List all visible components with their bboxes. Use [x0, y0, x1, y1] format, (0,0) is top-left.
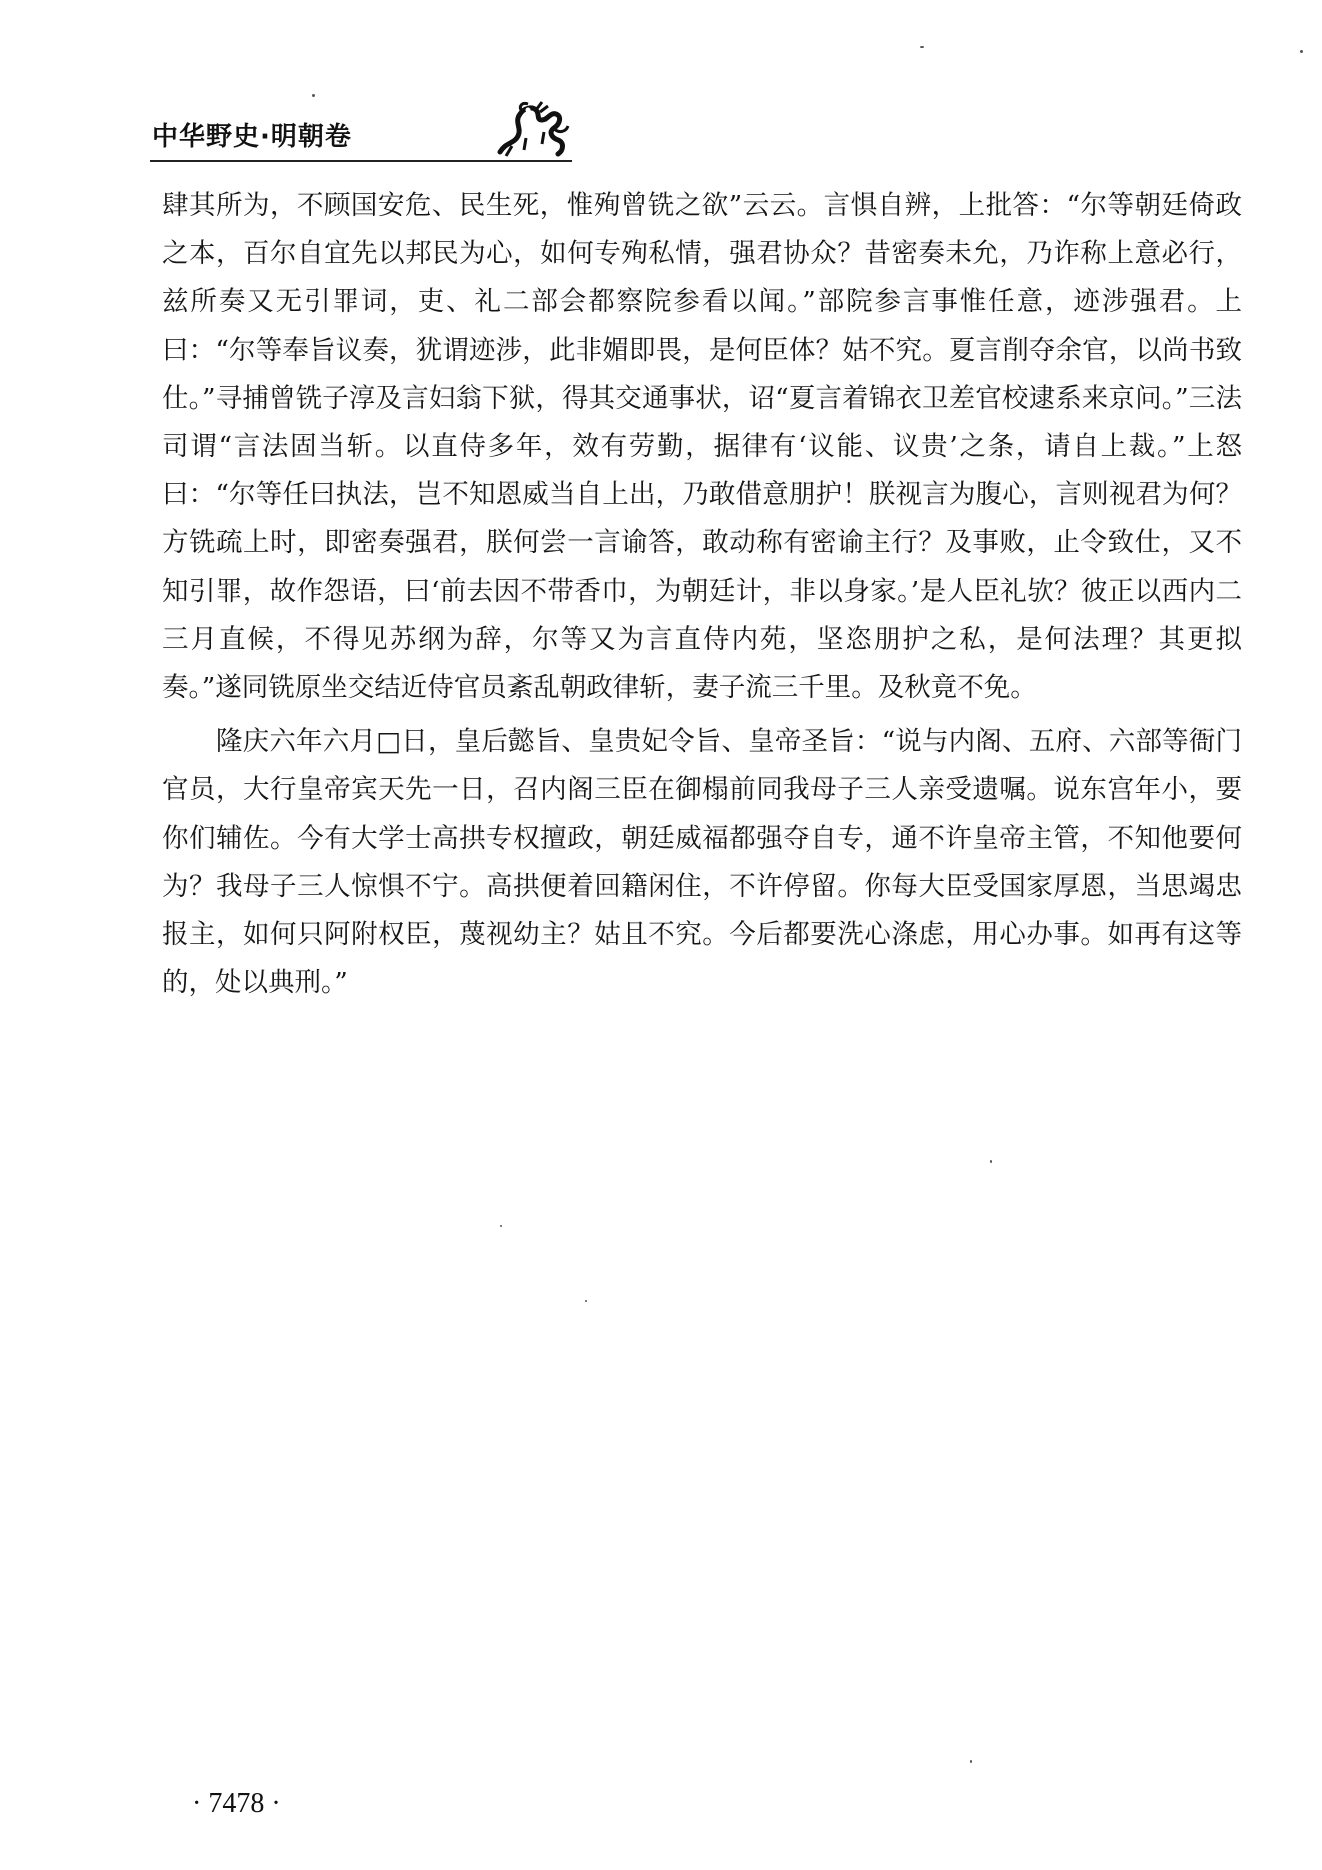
paragraph-1: 肆其所为，不顾国安危、民生死，惟殉曾铣之欲”云云。言惧自辨，上批答：“尔等朝廷倚政之本，百尔自宜先以邦民为心，如何专殉私情，强君协众？昔密奏未允，乃诈称上意必行，兹所奏又无引罪词，吏、礼二部会都察院参看以闻。”部院参言事惟任意，迹涉强君。上曰：“尔等奉旨议奏，犹谓迹涉，此非媚即畏，是何臣体？姑不究。夏言削夺余官，以尚书致仕。”寻捕曾铣子淳及言妇翁下狱，得其交通事状，诏“夏言着锦衣卫差官校逮系来京问。”三法司谓“言法固当斩。以直侍多年，效有劳勤，据律有‘议能、议贵’之条，请自上裁。”上怒曰：“尔等任曰执法，岂不知恩威当自上出，乃敢借意朋护！朕视言为腹心，言则视君为何？方铣疏上时，即密奏强君，朕何尝一言谕答，敢动称有密谕主行？及事败，止令致仕，又不知引罪，故作怨语，曰‘前去因不带香巾，为朝廷计，非以身家。’是人臣礼欤？彼正以西内二三月直候，不得见苏纲为辞，尔等又为言直侍内苑，坚恣朋护之私，是何法理？其更拟奏。”遂同铣原坐交结近侍官员紊乱朝政律斩，妻子流三千里。及秋竟不免。 [162, 190, 1242, 704]
scan-speck [970, 1760, 972, 1763]
scan-speck [500, 1225, 502, 1227]
paragraph-2: 隆庆六年六月□日，皇后懿旨、皇贵妃令旨、皇帝圣旨：“说与内阁、五府、六部等衙门官员，大行皇帝宾天先一日，召内阁三臣在御榻前同我母子三人亲受遗嘱。说东宫年小，要你们辅佐。今有大学士高拱专权擅政，朝廷威福都强夺自专，通不许皇帝主管，不知他要何为？我母子三人惊惧不宁。高拱便着回籍闲住，不许停留。你每大臣受国家厚恩，当思竭忠报主，如何只阿附权臣，蔑视幼主？姑且不究。今后都要洗心涤虑，用心办事。如再有这等的，处以典刑。” [162, 726, 1242, 999]
body-text [162, 182, 1242, 1007]
scan-speck [585, 1300, 587, 1302]
scan-speck [920, 46, 924, 48]
page-number: · 7478 · [192, 1788, 281, 1819]
scan-speck [1300, 50, 1303, 53]
scan-speck [312, 94, 315, 97]
header-rule [150, 160, 572, 162]
scan-speck [990, 1160, 992, 1163]
dragon-emblem-icon [492, 98, 570, 160]
running-header-title: 中华野史·明朝卷 [152, 122, 352, 152]
